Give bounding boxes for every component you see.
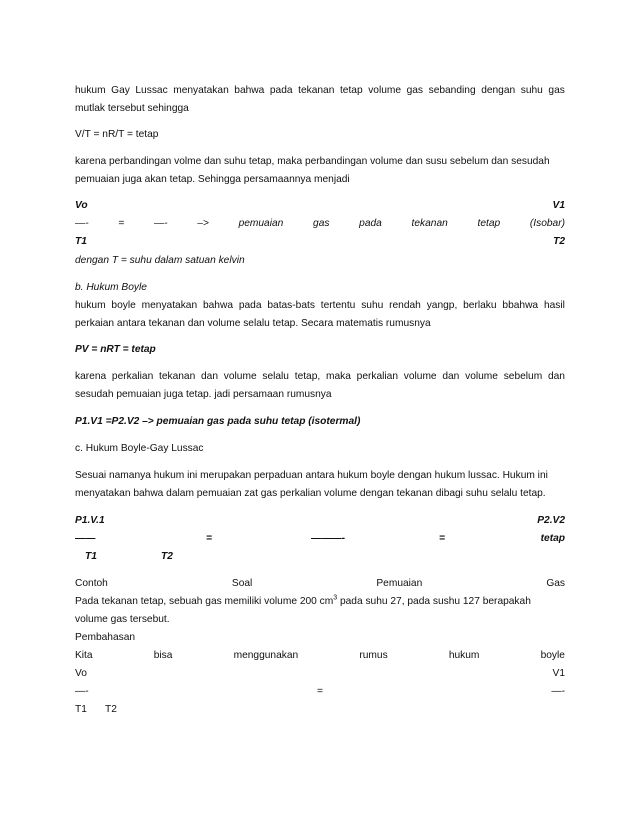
word: perkalian <box>356 371 398 382</box>
word: volume <box>223 371 257 382</box>
word: berlaku <box>463 300 497 311</box>
word: pada <box>359 218 382 229</box>
word: perkalian <box>111 371 154 382</box>
word: yangp, <box>426 300 458 311</box>
word: hukum <box>75 300 106 311</box>
word: karena <box>75 371 107 382</box>
paragraph-soal-line-2: volume gas tersebut. <box>75 614 170 625</box>
paragraph-boyle-gay-lussac-line-1: Sesuai namanya hukum ini merupakan perpaduan antara hukum boyle dengan hukum lussac. Hukum ini <box>75 470 548 481</box>
word: = <box>317 686 323 697</box>
equation-isotermal: P1.V1 =P2.V2 –> pemuaian gas pada suhu tetap (isotermal) <box>75 416 361 427</box>
paragraph-gay-lussac-line-2: mutlak tersebut sehingga <box>75 103 189 114</box>
word: hukum <box>448 650 480 661</box>
fraction-2-t2: T2 <box>161 551 173 562</box>
word: batas-bats <box>267 300 315 311</box>
fraction-3-top <box>75 667 565 680</box>
fraction-2-equals-1: = <box>206 533 212 544</box>
word: selalu <box>262 371 289 382</box>
paragraph-gay-lussac-line-1 <box>75 84 565 97</box>
word: pemuaian <box>238 218 284 229</box>
word: —- <box>75 686 89 697</box>
word: rumus <box>359 650 388 661</box>
fraction-2-tetap: tetap <box>540 533 565 544</box>
word: tetap <box>339 85 363 96</box>
word: Contoh <box>75 578 108 589</box>
fraction-2-top-left: P1.V.1 <box>75 515 105 526</box>
word: –> <box>197 218 209 229</box>
paragraph-perkalian-line-1 <box>75 370 565 383</box>
soal-text <box>75 595 531 608</box>
contoh-soal-line <box>75 577 565 590</box>
word: = <box>118 218 125 229</box>
word: Lussac <box>135 85 168 96</box>
word: boyle <box>540 650 565 661</box>
word: volume <box>465 371 498 382</box>
word: sebanding <box>428 85 476 96</box>
kita-bisa-line <box>75 649 565 662</box>
word: dan <box>442 371 460 382</box>
word: bisa <box>153 650 173 661</box>
word: boyle <box>111 300 136 311</box>
equation-pv: PV = nRT = tetap <box>75 344 156 355</box>
fraction-3-middle <box>75 685 565 698</box>
word: tekanan <box>298 85 335 96</box>
word: —- <box>551 686 565 697</box>
paragraph-boyle-line-2: perkaian antara tekanan dan volume selalu tetap. Secara matematis rumusnya <box>75 318 431 329</box>
word: tertentu <box>320 300 356 311</box>
word: sebelum <box>503 371 543 382</box>
word: menggunakan <box>233 650 299 661</box>
word: menyatakan <box>173 85 229 96</box>
word: Gay <box>111 85 130 96</box>
word: dan <box>201 371 219 382</box>
word: hasil <box>543 300 565 311</box>
kelvin-note: dengan T = suhu dalam satuan kelvin <box>75 255 245 266</box>
word: bahwa <box>234 85 265 96</box>
word: maka <box>325 371 351 382</box>
fraction-3-t1: T1 <box>75 704 87 715</box>
fraction-3-t2: T2 <box>105 704 117 715</box>
equation-vt: V/T = nR/T = tetap <box>75 129 159 140</box>
word: pada <box>238 300 262 311</box>
word: —- <box>153 218 168 229</box>
fraction-1-bottom <box>75 235 565 248</box>
word: tekanan <box>411 218 448 229</box>
word: volume <box>403 371 437 382</box>
word: pada <box>269 85 293 96</box>
word: suhu <box>361 300 384 311</box>
heading-hukum-boyle: b. Hukum Boyle <box>75 282 147 293</box>
superscript-3: 3 <box>333 594 338 602</box>
word: gas <box>548 85 565 96</box>
word: tetap <box>477 218 501 229</box>
word: (Isobar) <box>529 218 565 229</box>
pembahasan-label: Pembahasan <box>75 632 136 643</box>
word: tekanan <box>159 371 196 382</box>
fraction-2-t1: T1 <box>85 551 97 562</box>
word: Gas <box>546 578 565 589</box>
word: gas <box>406 85 424 96</box>
word: dengan <box>481 85 516 96</box>
text-segment: karena perbandingan volme dan suhu tetap, maka perbandingan volume dan susu sebelum dan sesudah <box>75 156 550 167</box>
word: Kita <box>75 650 93 661</box>
fraction-1-middle <box>75 217 565 230</box>
paragraph-perbandingan-line-1 <box>75 155 565 168</box>
word: dan <box>547 371 565 382</box>
fraction-2-bar-left: —— <box>75 533 96 544</box>
word: gas <box>313 218 330 229</box>
fraction-1-top-right: V1 <box>552 200 565 211</box>
paragraph-boyle-gay-lussac-line-2: menyatakan bahwa dalam pemuaian zat gas perkalian volume dengan tekanan dibagi suhu selalu tetap. <box>75 488 546 499</box>
soal-text-post: pada suhu 27, pada sushu 127 berapakah <box>337 596 531 607</box>
word: Pemuaian <box>376 578 423 589</box>
fraction-1-top <box>75 199 565 212</box>
soal-text-pre: Pada tekanan tetap, sebuah gas memiliki volume 200 cm <box>75 596 334 607</box>
fraction-2-bar-right: ———- <box>311 533 345 544</box>
word: suhu <box>520 85 543 96</box>
fraction-2-equals-2: = <box>439 533 445 544</box>
fraction-1-top-left: Vo <box>75 200 88 211</box>
word: bbahwa <box>502 300 539 311</box>
word: tetap, <box>294 371 321 382</box>
paragraph-perkalian-line-2: sesudah pemuaian juga tetap. jadi persamaan rumusnya <box>75 389 332 400</box>
fraction-2-top-right: P2.V2 <box>537 515 565 526</box>
word: bahwa <box>202 300 233 311</box>
heading-boyle-gay-lussac: c. Hukum Boyle-Gay Lussac <box>75 443 204 454</box>
word: Soal <box>231 578 253 589</box>
paragraph-perbandingan-line-2: pemuaian juga akan tetap. Sehingga persamaannya menjadi <box>75 174 350 185</box>
fraction-2-top <box>75 514 565 527</box>
fraction-3-top-left: Vo <box>75 668 87 679</box>
fraction-1-bottom-left: T1 <box>75 236 87 247</box>
fraction-3-top-right: V1 <box>552 668 565 679</box>
paragraph-boyle-line-1 <box>75 299 565 312</box>
paragraph-soal-line-1 <box>75 595 565 608</box>
word: hukum <box>75 85 106 96</box>
word: menyatakan <box>141 300 198 311</box>
fraction-1-bottom-right: T2 <box>553 236 565 247</box>
word: rendah <box>389 300 421 311</box>
word: volume <box>368 85 402 96</box>
word: —- <box>75 218 89 229</box>
